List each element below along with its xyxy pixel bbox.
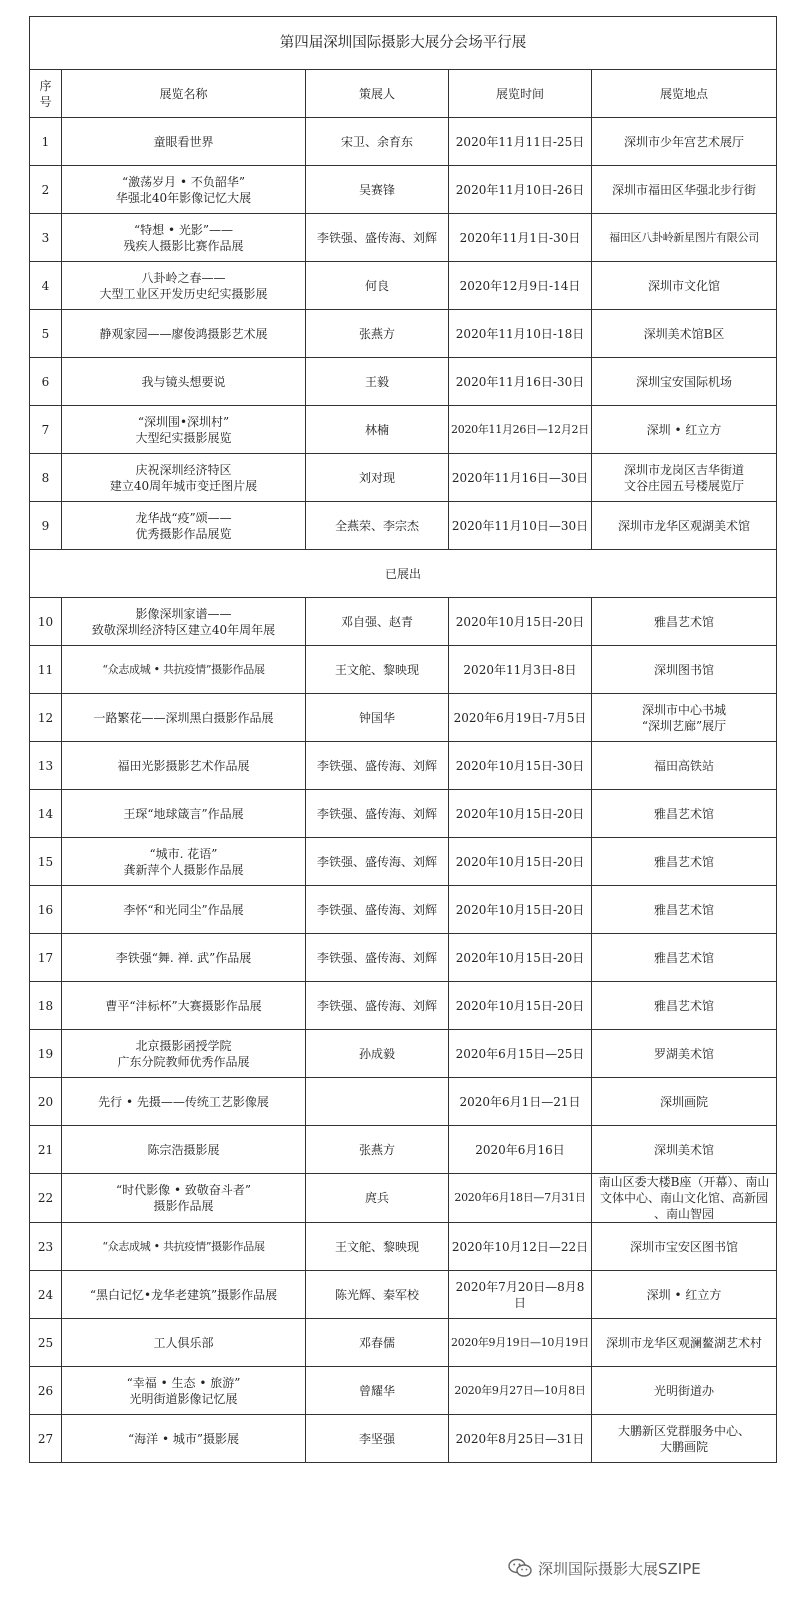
exhibition-name: 静观家园——廖俊鸿摄影艺术展 (62, 310, 306, 358)
table-row (30, 166, 777, 214)
venue: 深圳美术馆B区 (592, 310, 777, 358)
venue: 深圳美术馆 (592, 1126, 777, 1174)
row-number: 18 (30, 982, 62, 1030)
exhibition-time: 2020年11月3日-8日 (449, 646, 592, 694)
exhibition-name: “幸福 • 生态 • 旅游” 光明街道影像记忆展 (62, 1367, 306, 1415)
venue: 深圳宝安国际机场 (592, 358, 777, 406)
exhibition-name: 庆祝深圳经济特区 建立40周年城市变迁图片展 (62, 454, 306, 502)
venue: 福田区八卦岭新星图片有限公司 (592, 214, 777, 262)
exhibition-name: 先行 • 先摄——传统工艺影像展 (62, 1078, 306, 1126)
curator: 邓春儒 (306, 1319, 449, 1367)
exhibition-name: “海洋 • 城市”摄影展 (62, 1415, 306, 1463)
exhibition-name: “时代影像 • 致敬奋斗者” 摄影作品展 (62, 1174, 306, 1223)
curator: 李铁强、盛传海、刘辉 (306, 742, 449, 790)
venue: 光明街道办 (592, 1367, 777, 1415)
row-number: 16 (30, 886, 62, 934)
exhibition-time: 2020年6月18日—7月31日 (449, 1174, 592, 1223)
row-number: 19 (30, 1030, 62, 1078)
exhibition-time: 2020年11月10日-26日 (449, 166, 592, 214)
venue: 深圳画院 (592, 1078, 777, 1126)
header-name: 展览名称 (62, 70, 306, 118)
table-row (30, 454, 777, 502)
venue: 雅昌艺术馆 (592, 790, 777, 838)
venue: 雅昌艺术馆 (592, 982, 777, 1030)
exhibition-time: 2020年6月19日-7月5日 (449, 694, 592, 742)
row-number: 24 (30, 1271, 62, 1319)
curator: 宋卫、余育东 (306, 118, 449, 166)
curator: 李铁强、盛传海、刘辉 (306, 838, 449, 886)
exhibition-time: 2020年9月27日—10月8日 (449, 1367, 592, 1415)
row-number: 26 (30, 1367, 62, 1415)
table-row (30, 358, 777, 406)
exhibition-name: 龙华战“疫”颂—— 优秀摄影作品展览 (62, 502, 306, 550)
row-number: 8 (30, 454, 62, 502)
venue: 深圳市龙岗区吉华街道 文谷庄园五号楼展览厅 (592, 454, 777, 502)
exhibition-time: 2020年10月15日-20日 (449, 838, 592, 886)
row-number: 6 (30, 358, 62, 406)
exhibition-name: “深圳围•深圳村” 大型纪实摄影展览 (62, 406, 306, 454)
exhibition-name: 王琛“地球箴言”作品展 (62, 790, 306, 838)
table-row (30, 1174, 777, 1223)
curator: 李铁强、盛传海、刘辉 (306, 214, 449, 262)
watermark-text: 深圳国际摄影大展SZIPE (538, 1559, 701, 1578)
row-number: 9 (30, 502, 62, 550)
venue: 罗湖美术馆 (592, 1030, 777, 1078)
table-row (30, 742, 777, 790)
exhibition-name: 北京摄影函授学院 广东分院教师优秀作品展 (62, 1030, 306, 1078)
venue: 深圳市宝安区图书馆 (592, 1223, 777, 1271)
curator: 王文舵、黎映现 (306, 1223, 449, 1271)
exhibition-name: 工人俱乐部 (62, 1319, 306, 1367)
table-row (30, 310, 777, 358)
row-number: 15 (30, 838, 62, 886)
curator: 张燕方 (306, 310, 449, 358)
exhibition-time: 2020年10月15日-20日 (449, 934, 592, 982)
table-row (30, 1367, 777, 1415)
exhibition-name: 童眼看世界 (62, 118, 306, 166)
exhibition-time: 2020年6月16日 (449, 1126, 592, 1174)
exhibition-time: 2020年12月9日-14日 (449, 262, 592, 310)
exhibition-name: 八卦岭之春—— 大型工业区开发历史纪实摄影展 (62, 262, 306, 310)
row-number: 14 (30, 790, 62, 838)
venue: 深圳图书馆 (592, 646, 777, 694)
venue: 雅昌艺术馆 (592, 838, 777, 886)
venue: 深圳市文化馆 (592, 262, 777, 310)
exhibition-time: 2020年6月15日—25日 (449, 1030, 592, 1078)
venue: 深圳市少年宫艺术展厅 (592, 118, 777, 166)
table-row (30, 1030, 777, 1078)
table-row (30, 1126, 777, 1174)
table-row (30, 694, 777, 742)
exhibition-time: 2020年10月15日-20日 (449, 982, 592, 1030)
exhibition-name: 影像深圳家谱—— 致敬深圳经济特区建立40年周年展 (62, 598, 306, 646)
curator: 王文舵、黎映现 (306, 646, 449, 694)
watermark (508, 1555, 701, 1581)
exhibition-name: “特想 • 光影”—— 残疾人摄影比赛作品展 (62, 214, 306, 262)
exhibition-time: 2020年7月20日—8月8日 (449, 1271, 592, 1319)
exhibition-table (29, 16, 777, 1463)
table-row (30, 502, 777, 550)
curator: 刘对现 (306, 454, 449, 502)
exhibition-time: 2020年10月15日-30日 (449, 742, 592, 790)
exhibition-name: 李怀“和光同尘”作品展 (62, 886, 306, 934)
exhibition-time: 2020年11月1日-30日 (449, 214, 592, 262)
exhibition-name: “众志成城 • 共抗疫情”摄影作品展 (62, 646, 306, 694)
exhibition-name: 李铁强“舞. 禅. 武”作品展 (62, 934, 306, 982)
table-row (30, 1415, 777, 1463)
table-title: 第四届深圳国际摄影大展分会场平行展 (30, 17, 777, 70)
exhibition-name: 我与镜头想要说 (62, 358, 306, 406)
exhibition-name: “黑白记忆•龙华老建筑”摄影作品展 (62, 1271, 306, 1319)
curator: 陈光辉、秦军校 (306, 1271, 449, 1319)
curator: 李铁强、盛传海、刘辉 (306, 982, 449, 1030)
table-row (30, 598, 777, 646)
venue: 福田高铁站 (592, 742, 777, 790)
curator: 王毅 (306, 358, 449, 406)
section-label: 已展出 (30, 550, 777, 598)
exhibition-name: “激荡岁月 • 不负韶华” 华强北40年影像记忆大展 (62, 166, 306, 214)
table-row (30, 118, 777, 166)
venue: 深圳 • 红立方 (592, 1271, 777, 1319)
venue: 雅昌艺术馆 (592, 886, 777, 934)
curator: 李铁强、盛传海、刘辉 (306, 934, 449, 982)
header-row (30, 70, 777, 118)
wechat-icon (508, 1558, 532, 1578)
venue: 大鹏新区党群服务中心、 大鹏画院 (592, 1415, 777, 1463)
exhibition-time: 2020年11月10日—30日 (449, 502, 592, 550)
table-row (30, 1319, 777, 1367)
row-number: 11 (30, 646, 62, 694)
exhibition-time: 2020年10月15日-20日 (449, 790, 592, 838)
section-row (30, 550, 777, 598)
row-number: 25 (30, 1319, 62, 1367)
row-number: 21 (30, 1126, 62, 1174)
row-number: 1 (30, 118, 62, 166)
curator: 张燕方 (306, 1126, 449, 1174)
curator: 曾耀华 (306, 1367, 449, 1415)
venue: 雅昌艺术馆 (592, 934, 777, 982)
header-curator: 策展人 (306, 70, 449, 118)
venue: 深圳市龙华区观澜鳌湖艺术村 (592, 1319, 777, 1367)
venue: 深圳市中心书城 “深圳艺廊”展厅 (592, 694, 777, 742)
table-row (30, 934, 777, 982)
exhibition-name: 福田光影摄影艺术作品展 (62, 742, 306, 790)
table-row (30, 1078, 777, 1126)
exhibition-name: “城市. 花语” 龚新萍个人摄影作品展 (62, 838, 306, 886)
exhibition-time: 2020年11月10日-18日 (449, 310, 592, 358)
row-number: 5 (30, 310, 62, 358)
exhibition-name: 一路繁花——深圳黑白摄影作品展 (62, 694, 306, 742)
row-number: 23 (30, 1223, 62, 1271)
row-number: 10 (30, 598, 62, 646)
table-row (30, 406, 777, 454)
row-number: 27 (30, 1415, 62, 1463)
exhibition-time: 2020年6月1日—21日 (449, 1078, 592, 1126)
venue: 深圳市龙华区观湖美术馆 (592, 502, 777, 550)
exhibition-time: 2020年10月15日-20日 (449, 598, 592, 646)
exhibition-time: 2020年11月16日-30日 (449, 358, 592, 406)
table-row (30, 214, 777, 262)
venue: 深圳 • 红立方 (592, 406, 777, 454)
curator: 吴赛锋 (306, 166, 449, 214)
curator: 钟国华 (306, 694, 449, 742)
row-number: 13 (30, 742, 62, 790)
exhibition-time: 2020年11月11日-25日 (449, 118, 592, 166)
exhibition-time: 2020年11月16日—30日 (449, 454, 592, 502)
header-venue: 展览地点 (592, 70, 777, 118)
row-number: 17 (30, 934, 62, 982)
curator: 何良 (306, 262, 449, 310)
table-row (30, 982, 777, 1030)
exhibition-time: 2020年9月19日—10月19日 (449, 1319, 592, 1367)
curator: 庹兵 (306, 1174, 449, 1223)
exhibition-name: 陈宗浩摄影展 (62, 1126, 306, 1174)
exhibition-time: 2020年10月15日-20日 (449, 886, 592, 934)
table-row (30, 262, 777, 310)
exhibition-time: 2020年8月25日—31日 (449, 1415, 592, 1463)
row-number: 3 (30, 214, 62, 262)
curator: 全燕荣、李宗杰 (306, 502, 449, 550)
curator: 邓自强、赵青 (306, 598, 449, 646)
exhibition-name: 曹平“沣标杯”大赛摄影作品展 (62, 982, 306, 1030)
table-row (30, 886, 777, 934)
curator: 孙成毅 (306, 1030, 449, 1078)
row-number: 20 (30, 1078, 62, 1126)
exhibition-name: “众志成城 • 共抗疫情”摄影作品展 (62, 1223, 306, 1271)
table-row (30, 646, 777, 694)
venue: 雅昌艺术馆 (592, 598, 777, 646)
row-number: 4 (30, 262, 62, 310)
row-number: 12 (30, 694, 62, 742)
exhibition-time: 2020年10月12日—22日 (449, 1223, 592, 1271)
curator: 李坚强 (306, 1415, 449, 1463)
table-row (30, 1271, 777, 1319)
curator: 李铁强、盛传海、刘辉 (306, 790, 449, 838)
row-number: 22 (30, 1174, 62, 1223)
curator: 李铁强、盛传海、刘辉 (306, 886, 449, 934)
venue: 深圳市福田区华强北步行街 (592, 166, 777, 214)
row-number: 2 (30, 166, 62, 214)
exhibition-time: 2020年11月26日—12月2日 (449, 406, 592, 454)
table-row (30, 1223, 777, 1271)
curator (306, 1078, 449, 1126)
header-number: 序 号 (30, 70, 62, 118)
venue: 南山区委大楼B座（开幕）、南山 文体中心、南山文化馆、高新园 、南山智园 (592, 1174, 777, 1223)
row-number: 7 (30, 406, 62, 454)
table-row (30, 790, 777, 838)
header-time: 展览时间 (449, 70, 592, 118)
table-row (30, 838, 777, 886)
curator: 林楠 (306, 406, 449, 454)
